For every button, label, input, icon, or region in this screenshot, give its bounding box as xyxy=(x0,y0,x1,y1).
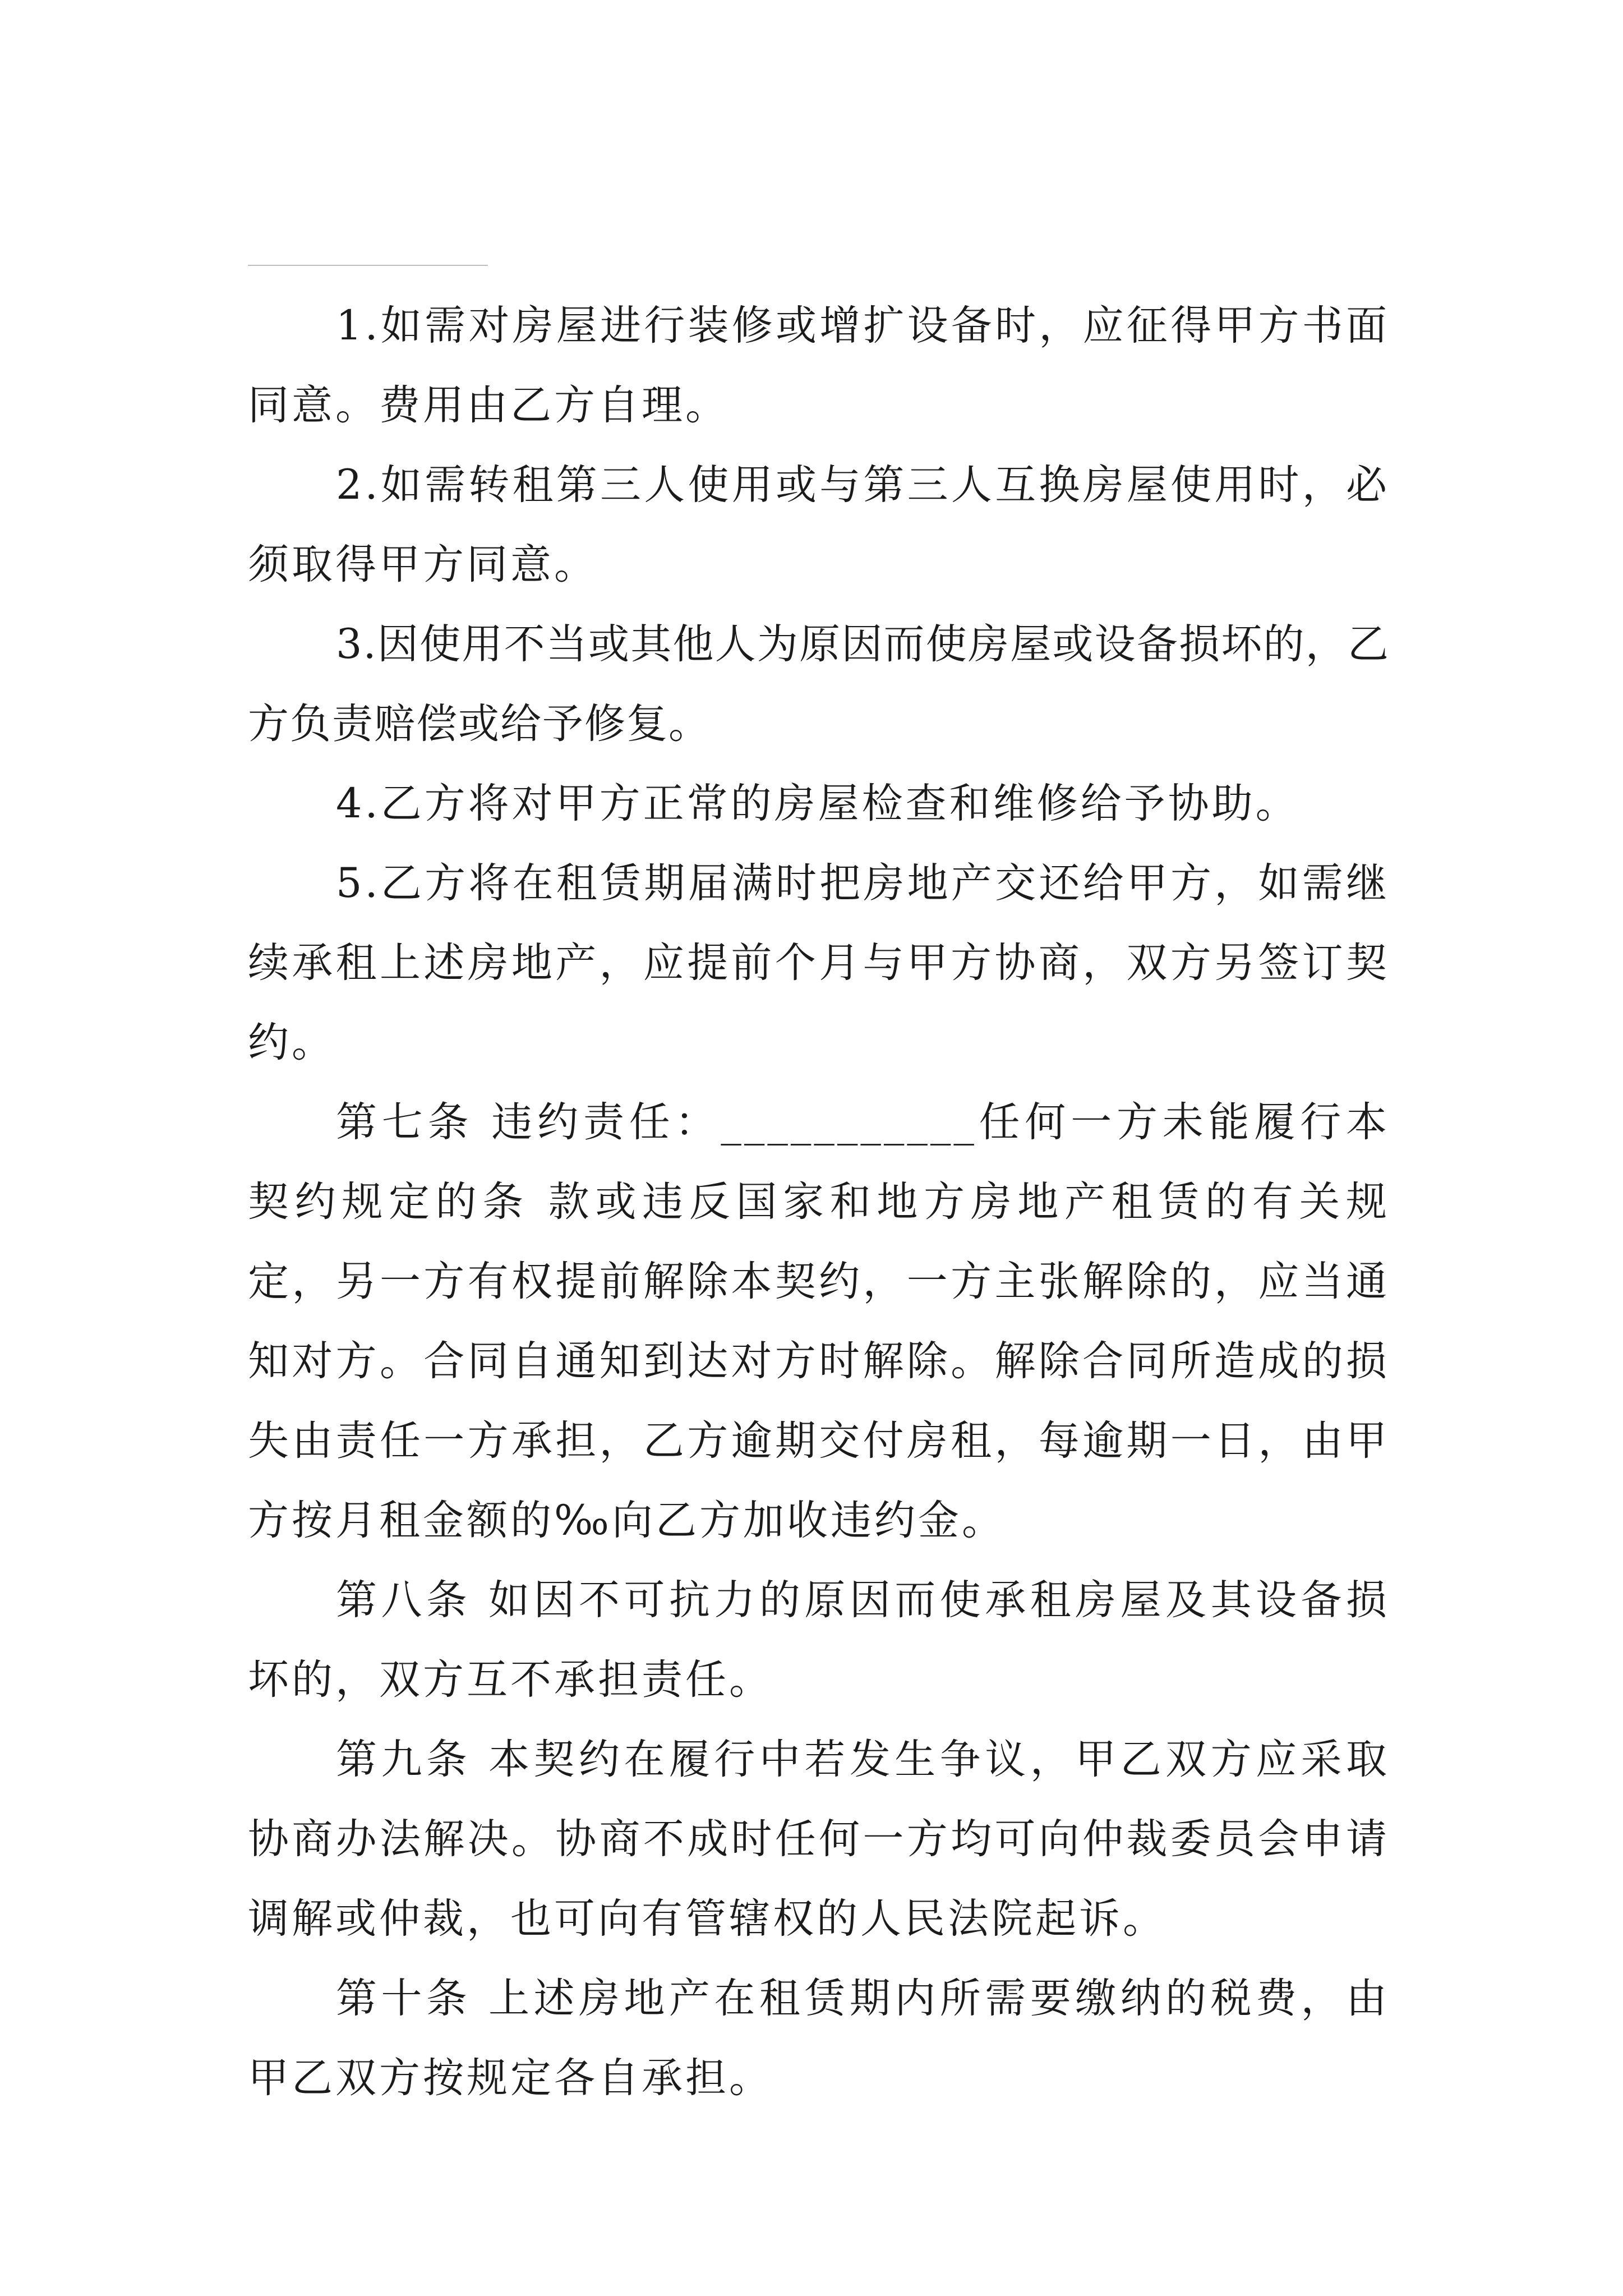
article-9-dispute-resolution: 第九条 本契约在履行中若发生争议，甲乙双方应采取协商办法解决。协商不成时任何一方均可向仲裁委员会申请调解或仲裁，也可向有管辖权的人民法院起诉。 xyxy=(248,1736,1390,1943)
clause-item-5: 5.乙方将在租赁期届满时把房地产交还给甲方，如需继续承租上述房地产，应提前个月与甲方协商，双方另签订契约。 xyxy=(248,859,1390,1066)
clause-item-1: 1.如需对房屋进行装修或增扩设备时，应征得甲方书面同意。费用由乙方自理。 xyxy=(248,302,1390,429)
article-7-breach-liability: 第七条 违约责任：___________任何一方未能履行本契约规定的条 款或违反国家和地方房地产租赁的有关规定，另一方有权提前解除本契约，一方主张解除的，应当通知对方。合同自通知到达对方时解除。解除合同所造成的损失由责任一方承担，乙方逾期交付房租，每逾期一日，由甲方按月租金额的‰向乙方加收违约金。 xyxy=(248,1098,1390,1544)
header-rule xyxy=(248,265,488,266)
article-8-force-majeure: 第八条 如因不可抗力的原因而使承租房屋及其设备损坏的，双方互不承担责任。 xyxy=(248,1576,1390,1704)
clause-item-3: 3.因使用不当或其他人为原因而使房屋或设备损坏的，乙方负责赔偿或给予修复。 xyxy=(248,620,1390,748)
contract-body xyxy=(248,286,1390,2118)
clause-item-2: 2.如需转租第三人使用或与第三人互换房屋使用时，必须取得甲方同意。 xyxy=(248,461,1390,588)
clause-item-4: 4.乙方将对甲方正常的房屋检查和维修给予协助。 xyxy=(336,780,1299,827)
article-10-taxes: 第十条 上述房地产在租赁期内所需要缴纳的税费，由甲乙双方按规定各自承担。 xyxy=(248,1975,1390,2102)
